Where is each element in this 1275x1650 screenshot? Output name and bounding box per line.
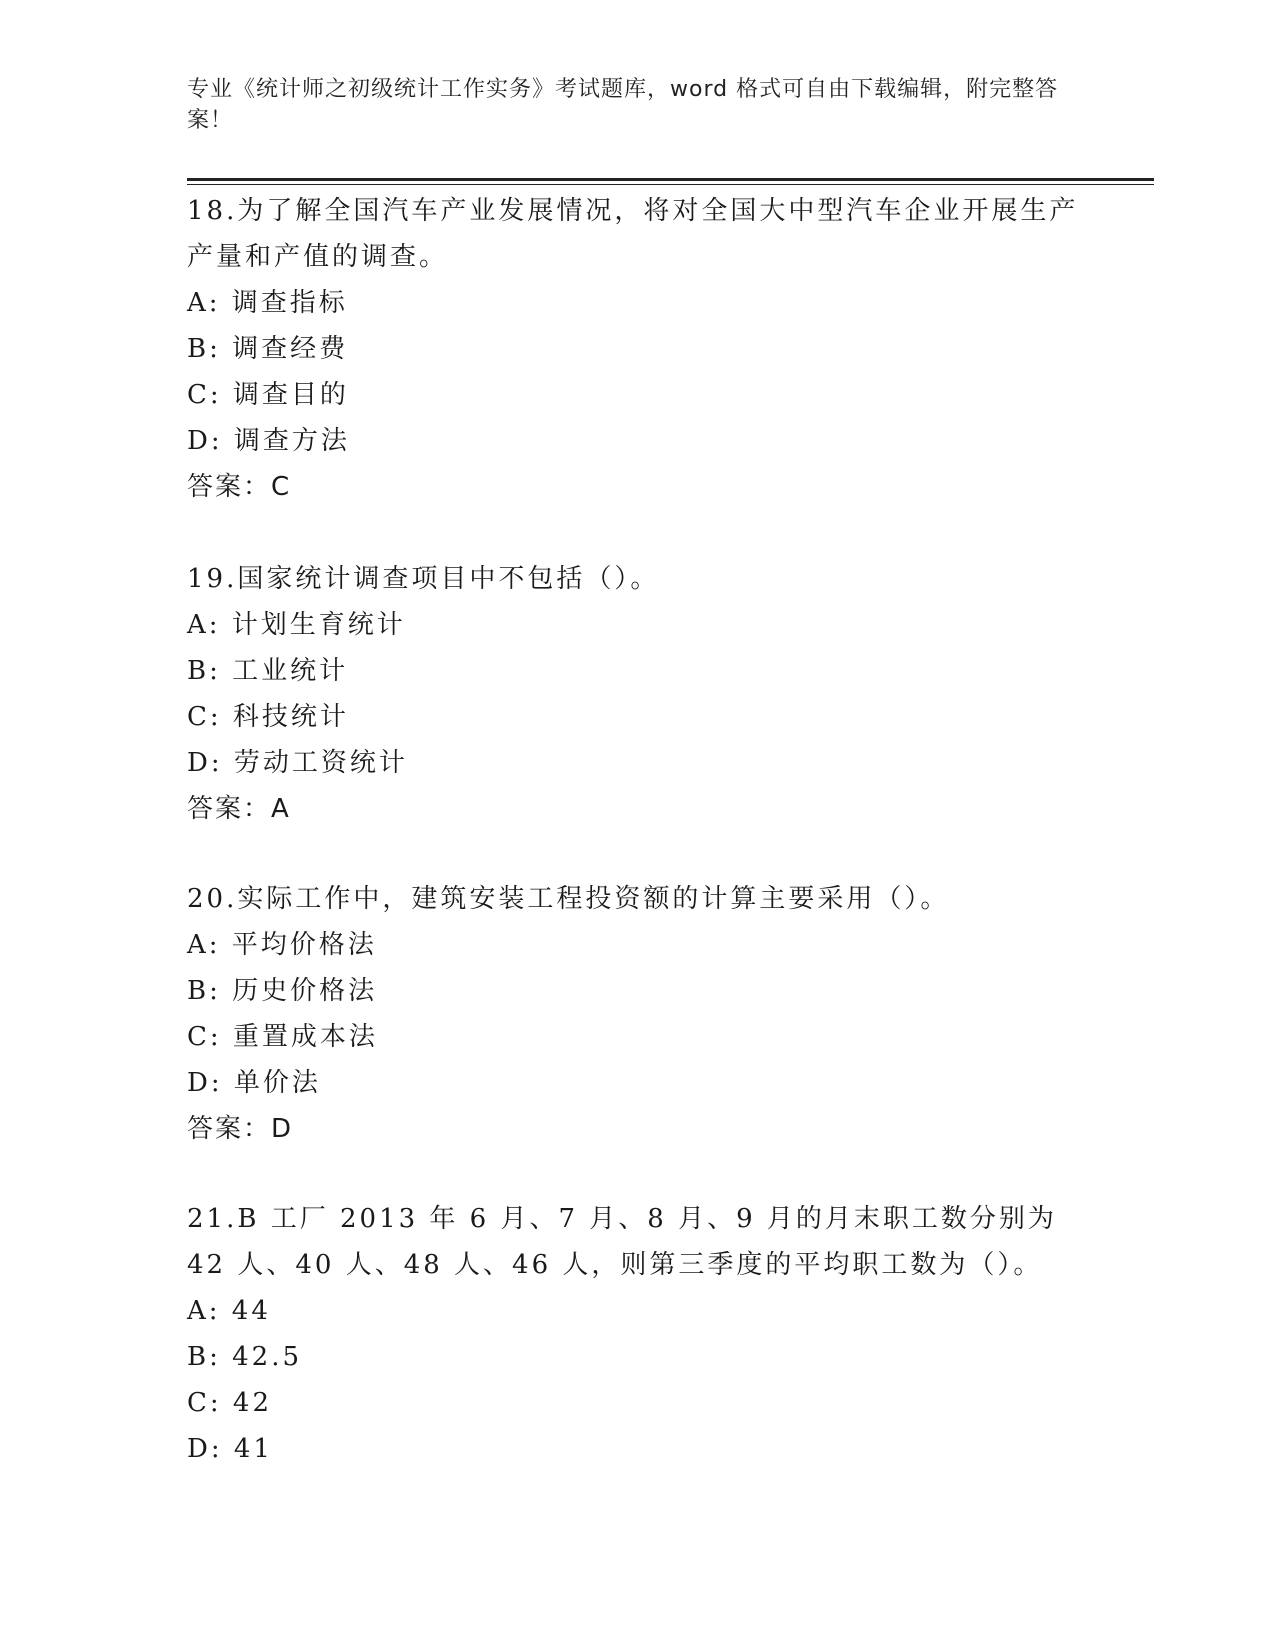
answer-line: 答案：C <box>187 472 292 502</box>
option-b: B: 42.5 <box>187 1342 303 1372</box>
option-b: B: 工业统计 <box>187 656 349 686</box>
option-c: C: 调查目的 <box>187 380 349 410</box>
question-20 <box>187 876 1087 1152</box>
question-stem: 20.实际工作中，建筑安装工程投资额的计算主要采用（）。 <box>187 884 950 914</box>
option-d: D: 劳动工资统计 <box>187 748 408 778</box>
question-stem: 21.B 工厂 2013 年 6 月、7 月、8 月、9 月的月末职工数分别为 42 人、40 人、48 人、46 人，则第三季度的平均职工数为（）。 <box>187 1204 1057 1280</box>
option-d: D: 调查方法 <box>187 426 350 456</box>
question-stem: 19.国家统计调查项目中不包括（）。 <box>187 564 660 594</box>
option-c: C: 科技统计 <box>187 702 349 732</box>
answer-line: 答案：D <box>187 1114 294 1144</box>
option-a: A: 平均价格法 <box>187 930 377 960</box>
option-d: D: 单价法 <box>187 1068 321 1098</box>
question-18 <box>187 188 1087 510</box>
document-header: 专业《统计师之初级统计工作实务》考试题库，word 格式可自由下载编辑，附完整答案！ <box>187 77 1059 133</box>
option-a: A: 计划生育统计 <box>187 610 406 640</box>
option-b: B: 历史价格法 <box>187 976 378 1006</box>
header-divider-thin <box>187 184 1154 185</box>
option-c: C: 42 <box>187 1388 273 1418</box>
question-21 <box>187 1196 1087 1472</box>
option-d: D: 41 <box>187 1434 273 1464</box>
option-c: C: 重置成本法 <box>187 1022 378 1052</box>
question-19 <box>187 556 1087 832</box>
option-a: A: 调查指标 <box>187 288 348 318</box>
option-a: A: 44 <box>187 1296 271 1326</box>
question-stem: 18.为了解全国汽车产业发展情况，将对全国大中型汽车企业开展生产产量和产值的调查。 <box>187 196 1079 272</box>
option-b: B: 调查经费 <box>187 334 349 364</box>
header-divider-thick <box>187 178 1154 181</box>
answer-line: 答案：A <box>187 794 291 824</box>
